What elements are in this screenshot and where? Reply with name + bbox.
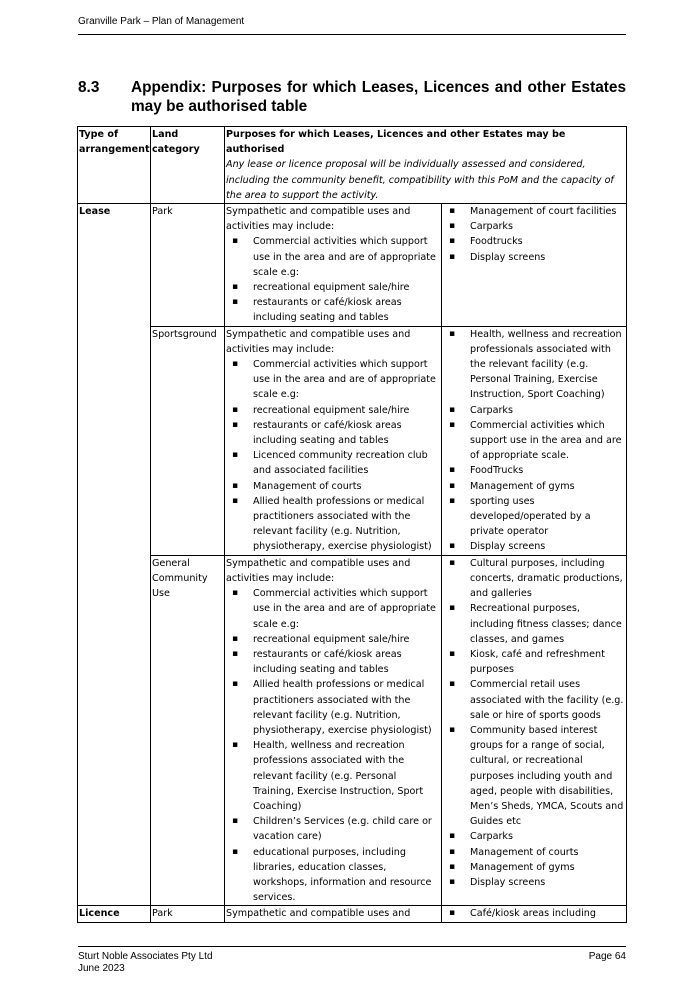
header-purposes <box>225 127 627 204</box>
general-intro: Sympathetic and compatible uses and activities may include: <box>226 557 411 584</box>
section-title: Appendix: Purposes for which Leases, Licences and other Estates may be authorised table <box>131 79 626 115</box>
table-header-row <box>78 127 627 204</box>
header-note: Any lease or licence proposal will be individually assessed and considered, including the community benefit, compatibility with this PoM and the capacity of the area to support the activity. <box>226 159 614 201</box>
footer-company: Sturt Noble Associates Pty Ltd <box>78 951 213 962</box>
table-row <box>78 906 627 922</box>
list-item: ▪ recreational equipment sale/hire <box>226 632 440 647</box>
list-item: ▪ Management of courts <box>226 479 440 494</box>
list-item: ▪ FoodTrucks <box>443 463 625 478</box>
table-row <box>78 204 627 327</box>
land-licence-park: Park <box>151 906 225 922</box>
list-item: ▪ Allied health professions or medical practitioners associated with the relevant facility (e.g. Nutrition, physiotherapy, exercise physiologist) <box>226 494 440 555</box>
general-right-list <box>443 556 625 890</box>
purposes-table <box>77 126 627 923</box>
sportsground-right-list <box>443 327 625 555</box>
list-item: ▪ Commercial activities which support use in the area and are of appropriate scale e.g: <box>226 357 440 403</box>
list-item: ▪ educational purposes, including libraries, education classes, workshops, information and resource services. <box>226 845 440 906</box>
sportsground-left-list <box>226 357 440 555</box>
list-item: ▪ Display screens <box>443 539 625 554</box>
land-park: Park <box>151 204 225 327</box>
list-item: ▪ Commercial retail uses associated with the facility (e.g. sale or hire of sports goods <box>443 677 625 723</box>
type-lease: Lease <box>78 204 151 906</box>
list-item: ▪ Health, wellness and recreation professions associated with the relevant facility (e.g. Personal Training, Exercise Instruction, Sport Coaching) <box>226 738 440 814</box>
page-header: Granville Park – Plan of Management <box>78 16 245 27</box>
list-item: ▪ restaurants or café/kiosk areas including seating and tables <box>226 418 440 448</box>
list-item: ▪ Management of court facilities <box>443 204 625 219</box>
licence-park-right <box>442 906 627 922</box>
list-item: ▪ Commercial activities which support use in the area and are of appropriate scale e.g: <box>226 586 440 632</box>
list-item: ▪ Community based interest groups for a range of social, cultural, or recreational purposes including youth and aged, people with disabilities, Men’s Sheds, YMCA, Scouts and Guides etc <box>443 723 625 829</box>
header-purposes-title: Purposes for which Leases, Licences and other Estates may be authorised <box>226 129 566 156</box>
list-item: ▪ Cultural purposes, including concerts, dramatic productions, and galleries <box>443 556 625 602</box>
list-item: ▪ Recreational purposes, including fitness classes; dance classes, and games <box>443 601 625 647</box>
list-item: ▪ Carparks <box>443 403 625 418</box>
park-intro: Sympathetic and compatible uses and activities may include: <box>226 206 411 233</box>
list-item: ▪ Management of gyms <box>443 479 625 494</box>
sportsground-left <box>225 326 442 555</box>
park-right-list <box>443 204 625 265</box>
park-left <box>225 204 442 327</box>
sportsground-right <box>442 326 627 555</box>
list-item: ▪ Foodtrucks <box>443 234 625 249</box>
list-item: ▪ restaurants or café/kiosk areas including seating and tables <box>226 647 440 677</box>
header-rule <box>78 34 626 35</box>
list-item: ▪ recreational equipment sale/hire <box>226 403 440 418</box>
list-item: ▪ Kiosk, café and refreshment purposes <box>443 647 625 677</box>
list-item: ▪ sporting uses developed/operated by a private operator <box>443 494 625 540</box>
list-item: ▪ Management of gyms <box>443 860 625 875</box>
list-item: ▪ Café/kiosk areas including <box>443 906 625 921</box>
licence-park-right-list <box>443 906 625 921</box>
sportsground-intro: Sympathetic and compatible uses and activities may include: <box>226 328 411 355</box>
licence-park-left: Sympathetic and compatible uses and <box>225 906 442 922</box>
table-row <box>78 555 627 906</box>
footer-date: June 2023 <box>78 963 125 974</box>
page-number: Page 64 <box>588 951 626 962</box>
list-item: ▪ Allied health professions or medical practitioners associated with the relevant facility (e.g. Nutrition, physiotherapy, exercise physiologist) <box>226 677 440 738</box>
list-item: ▪ recreational equipment sale/hire <box>226 280 440 295</box>
park-right <box>442 204 627 327</box>
land-general-community-use: General Community Use <box>151 555 225 906</box>
section-number: 8.3 <box>78 79 100 96</box>
footer-rule <box>78 946 626 947</box>
list-item: ▪ Children’s Services (e.g. child care or vacation care) <box>226 814 440 844</box>
general-left <box>225 555 442 906</box>
list-item: ▪ Management of courts <box>443 845 625 860</box>
header-type: Type of arrangement <box>78 127 151 204</box>
general-right <box>442 555 627 906</box>
land-sportsground: Sportsground <box>151 326 225 555</box>
list-item: ▪ Display screens <box>443 875 625 890</box>
list-item: ▪ Carparks <box>443 829 625 844</box>
list-item: ▪ Health, wellness and recreation professionals associated with the relevant facility (e.g. Personal Training, Exercise Instruction, Sport Coaching) <box>443 327 625 403</box>
list-item: ▪ Carparks <box>443 219 625 234</box>
type-licence: Licence <box>78 906 151 922</box>
header-land: Land category <box>151 127 225 204</box>
list-item: ▪ Commercial activities which support use in the area and are of appropriate scale e.g: <box>226 234 440 280</box>
table-row <box>78 326 627 555</box>
general-left-list <box>226 586 440 905</box>
list-item: ▪ Display screens <box>443 250 625 265</box>
park-left-list <box>226 234 440 325</box>
list-item: ▪ Commercial activities which support use in the area and are of appropriate scale. <box>443 418 625 464</box>
list-item: ▪ restaurants or café/kiosk areas including seating and tables <box>226 295 440 325</box>
list-item: ▪ Licenced community recreation club and associated facilities <box>226 448 440 478</box>
